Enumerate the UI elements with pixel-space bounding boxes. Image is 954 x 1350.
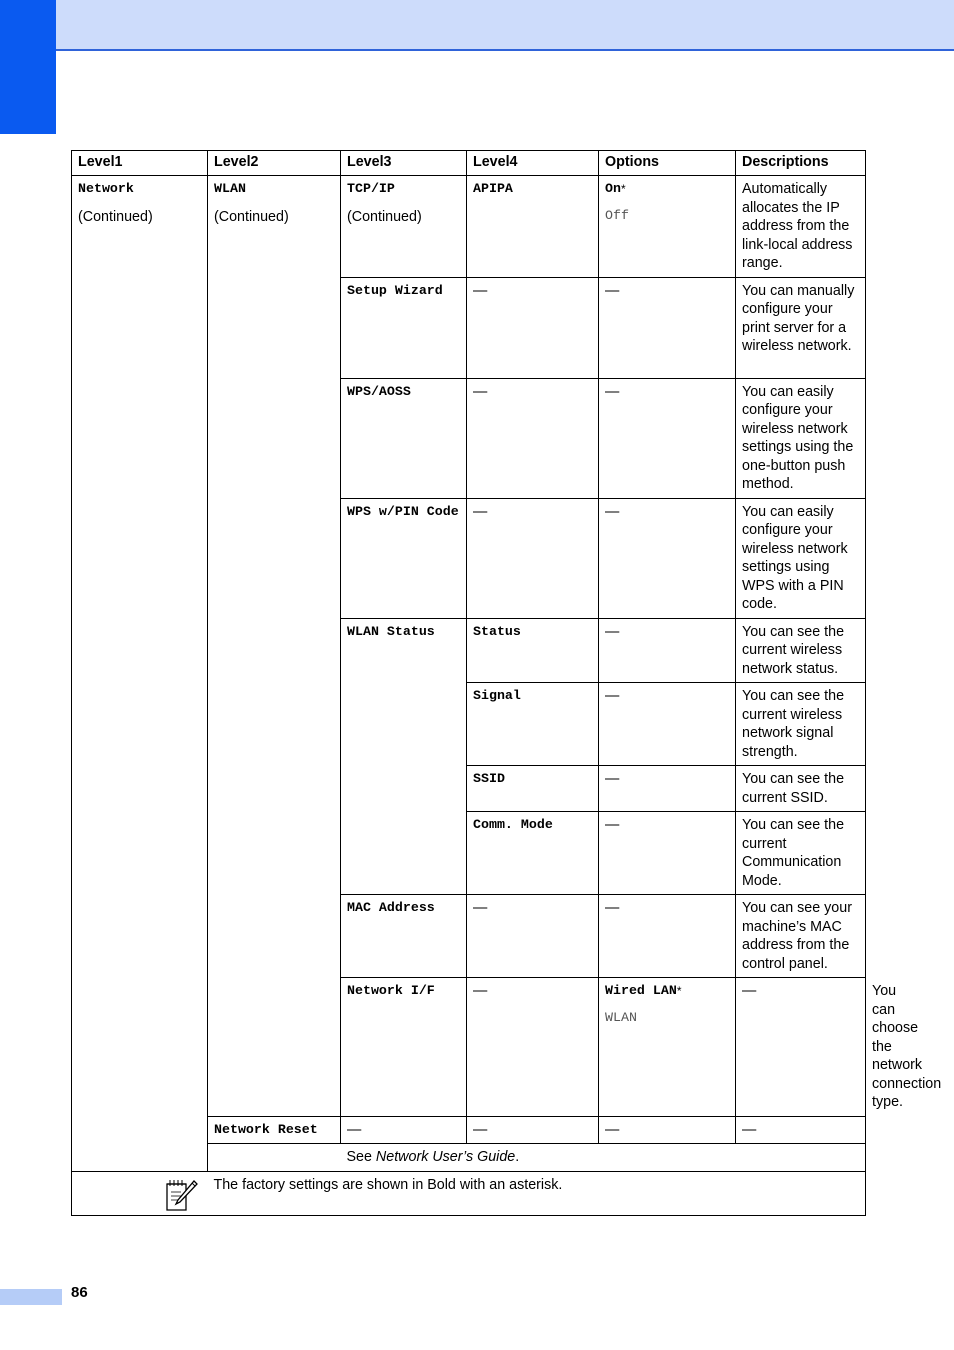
level3-cell xyxy=(341,378,467,498)
level3-cell xyxy=(341,277,467,378)
level2-network-reset: Network Reset xyxy=(214,1121,318,1137)
level4-cell: — xyxy=(467,1116,599,1144)
level4-cell xyxy=(467,766,599,812)
options-cell: — xyxy=(599,277,736,378)
description-cell: You can see the current Communication Mode. xyxy=(736,812,866,895)
option-on-default: On* xyxy=(605,181,626,196)
options-cell: — xyxy=(599,498,736,618)
description-cell: You can see your machine’s MAC address from the control panel. xyxy=(736,895,866,978)
table-row xyxy=(72,176,866,278)
level2-cell xyxy=(208,1116,341,1144)
description-cell: You can see the current SSID. xyxy=(736,766,866,812)
level2-cell xyxy=(341,978,467,1117)
level3-mac-address: MAC Address xyxy=(347,900,435,915)
level3-tcpip: TCP/IP xyxy=(347,181,395,196)
level2-cell xyxy=(208,176,341,1117)
level3-cell: — xyxy=(467,978,599,1117)
description-cell: You can easily configure your wireless network settings using WPS with a PIN code. xyxy=(736,498,866,618)
option-off: Off xyxy=(605,207,629,223)
level4-signal: Signal xyxy=(473,688,521,703)
options-cell: — xyxy=(599,378,736,498)
level4-cell xyxy=(467,176,599,278)
level1-cell xyxy=(72,176,208,1172)
level1-name: Network xyxy=(78,181,134,196)
note-icon-cell xyxy=(72,1171,208,1215)
options-cell: — xyxy=(599,895,736,978)
chapter-tab xyxy=(0,0,56,134)
factory-note-row xyxy=(72,1171,866,1215)
level3-cell xyxy=(341,498,467,618)
options-cell xyxy=(599,176,736,278)
level2-name: WLAN xyxy=(214,181,246,196)
options-cell: — xyxy=(599,683,736,766)
level3-cell xyxy=(341,895,467,978)
level4-apipa: APIPA xyxy=(473,181,513,196)
description-cell: You can see the current wireless network signal strength. xyxy=(736,683,866,766)
level3-continued: (Continued) xyxy=(347,208,422,225)
page-number: 86 xyxy=(71,1284,88,1301)
options-cell: — xyxy=(599,1116,736,1144)
options-cell: — xyxy=(599,618,736,683)
header-level1: Level1 xyxy=(72,151,208,176)
options-cell: — xyxy=(599,766,736,812)
see-guide-text: See Network User’s Guide. xyxy=(341,1144,866,1172)
level3-cell xyxy=(341,618,467,895)
level4-wired-lan-default: Wired LAN* xyxy=(605,983,682,998)
level1-continued: (Continued) xyxy=(78,208,153,225)
level4-cell: — xyxy=(467,895,599,978)
level3-wps-aoss: WPS/AOSS xyxy=(347,383,411,399)
level3-wlan-status: WLAN Status xyxy=(347,623,435,639)
level4-cell: — xyxy=(467,498,599,618)
description-cell: You can manually configure your print server for a wireless network. xyxy=(736,277,866,378)
level3-wps-pin: WPS w/PIN Code xyxy=(347,503,459,519)
header-band xyxy=(0,0,954,51)
description-cell: — xyxy=(736,1116,866,1144)
guide-link: Network User’s Guide xyxy=(375,1149,516,1165)
header-options: Options xyxy=(599,151,736,176)
level3-cell: — xyxy=(341,1116,467,1144)
pencil-note-icon xyxy=(164,1178,198,1218)
level4-cell xyxy=(599,978,736,1117)
level4-cell xyxy=(467,812,599,895)
level4-comm-mode: Comm. Mode xyxy=(473,817,553,832)
settings-table xyxy=(71,150,942,1216)
description-cell: You can easily configure your wireless network settings using the one-button push method. xyxy=(736,378,866,498)
level2-continued: (Continued) xyxy=(214,208,289,225)
factory-note-text: The factory settings are shown in Bold with an asterisk. xyxy=(208,1171,866,1215)
level4-cell: — xyxy=(467,378,599,498)
header-level3: Level3 xyxy=(341,151,467,176)
level3-cell xyxy=(341,176,467,278)
level4-cell: — xyxy=(467,277,599,378)
level4-status: Status xyxy=(473,623,521,639)
level3-setup-wizard: Setup Wizard xyxy=(347,282,443,298)
table-header-row xyxy=(72,151,866,176)
level2-network-if: Network I/F xyxy=(347,983,435,998)
header-descriptions: Descriptions xyxy=(736,151,866,176)
page-tab xyxy=(0,1289,62,1305)
description-cell: You can see the current wireless network status. xyxy=(736,618,866,683)
header-level4: Level4 xyxy=(467,151,599,176)
level4-cell xyxy=(467,618,599,683)
description-cell: Automatically allocates the IP address from the link-local address range. xyxy=(736,176,866,278)
level4-wlan: WLAN xyxy=(605,1009,637,1025)
header-level2: Level2 xyxy=(208,151,341,176)
see-guide-blank xyxy=(208,1144,341,1172)
options-cell: — xyxy=(599,812,736,895)
level4-cell xyxy=(467,683,599,766)
table-row: Network I/F — Wired LAN* WLAN — You can choose the network connection type. xyxy=(72,978,866,1117)
level4-ssid: SSID xyxy=(473,771,505,786)
options-cell: — xyxy=(736,978,866,1117)
